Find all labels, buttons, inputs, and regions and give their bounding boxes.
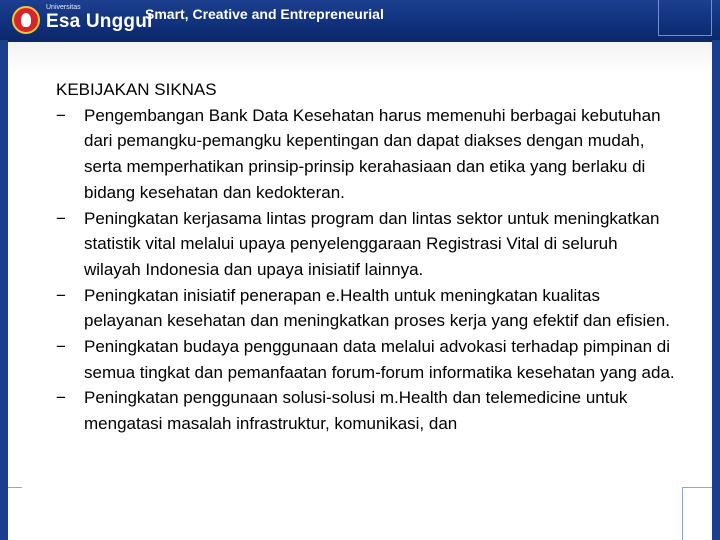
slide-content	[56, 77, 676, 437]
tagline: Smart, Creative and Entrepreneurial	[145, 6, 384, 22]
university-logo-icon	[12, 6, 40, 34]
header-corner-decoration	[658, 0, 712, 36]
right-border	[712, 40, 720, 540]
bullet-marker: −	[56, 337, 66, 357]
logo-name: Esa Unggul	[46, 11, 153, 32]
slide-heading: KEBIJAKAN SIKNAS	[56, 80, 217, 99]
bullet-item	[56, 385, 676, 436]
left-corner-decoration	[8, 487, 22, 540]
bullet-text: Peningkatan budaya penggunaan data melalui advokasi terhadap pimpinan di semua tingkat dan pemanfaatan forum-forum informatika kesehatan yang ada.	[84, 337, 675, 382]
bullet-item	[56, 334, 676, 385]
bullet-marker: −	[56, 285, 66, 305]
bullet-marker: −	[56, 105, 66, 125]
header-shadow-band	[0, 42, 720, 72]
bullet-marker: −	[56, 208, 66, 228]
bullet-text: Peningkatan penggunaan solusi-solusi m.Health dan telemedicine untuk mengatasi masalah infrastruktur, komunikasi, dan	[84, 388, 628, 434]
bullet-text: Peningkatan kerjasama lintas program dan lintas sektor untuk meningkatkan statistik vital melalui upaya penyelenggaraan Registrasi Vital di seluruh wilayah Indonesia dan upaya inisiatif lainnya.	[84, 208, 660, 279]
bullet-item	[56, 283, 676, 334]
bullet-marker: −	[56, 388, 66, 408]
logo-small-text: Universitas	[46, 4, 81, 11]
bullet-item	[56, 103, 676, 206]
bullet-text: Peningkatan inisiatif penerapan e.Health untuk meningkatan kualitas pelayanan kesehatan dan meningkatkan proses kerja yang efektif dan efisien.	[84, 285, 670, 331]
right-corner-decoration	[682, 487, 712, 540]
bullet-text: Pengembangan Bank Data Kesehatan harus memenuhi berbagai kebutuhan dari pemangku-pemangku kepentingan dan dapat diakses dengan mudah, serta memperhatikan prinsip-prinsip kerahasiaan dan etika yang berlaku di bidang kesehatan dan kedokteran.	[84, 105, 661, 202]
left-border	[0, 40, 8, 540]
header-bar	[0, 0, 720, 42]
bullet-item	[56, 206, 676, 283]
